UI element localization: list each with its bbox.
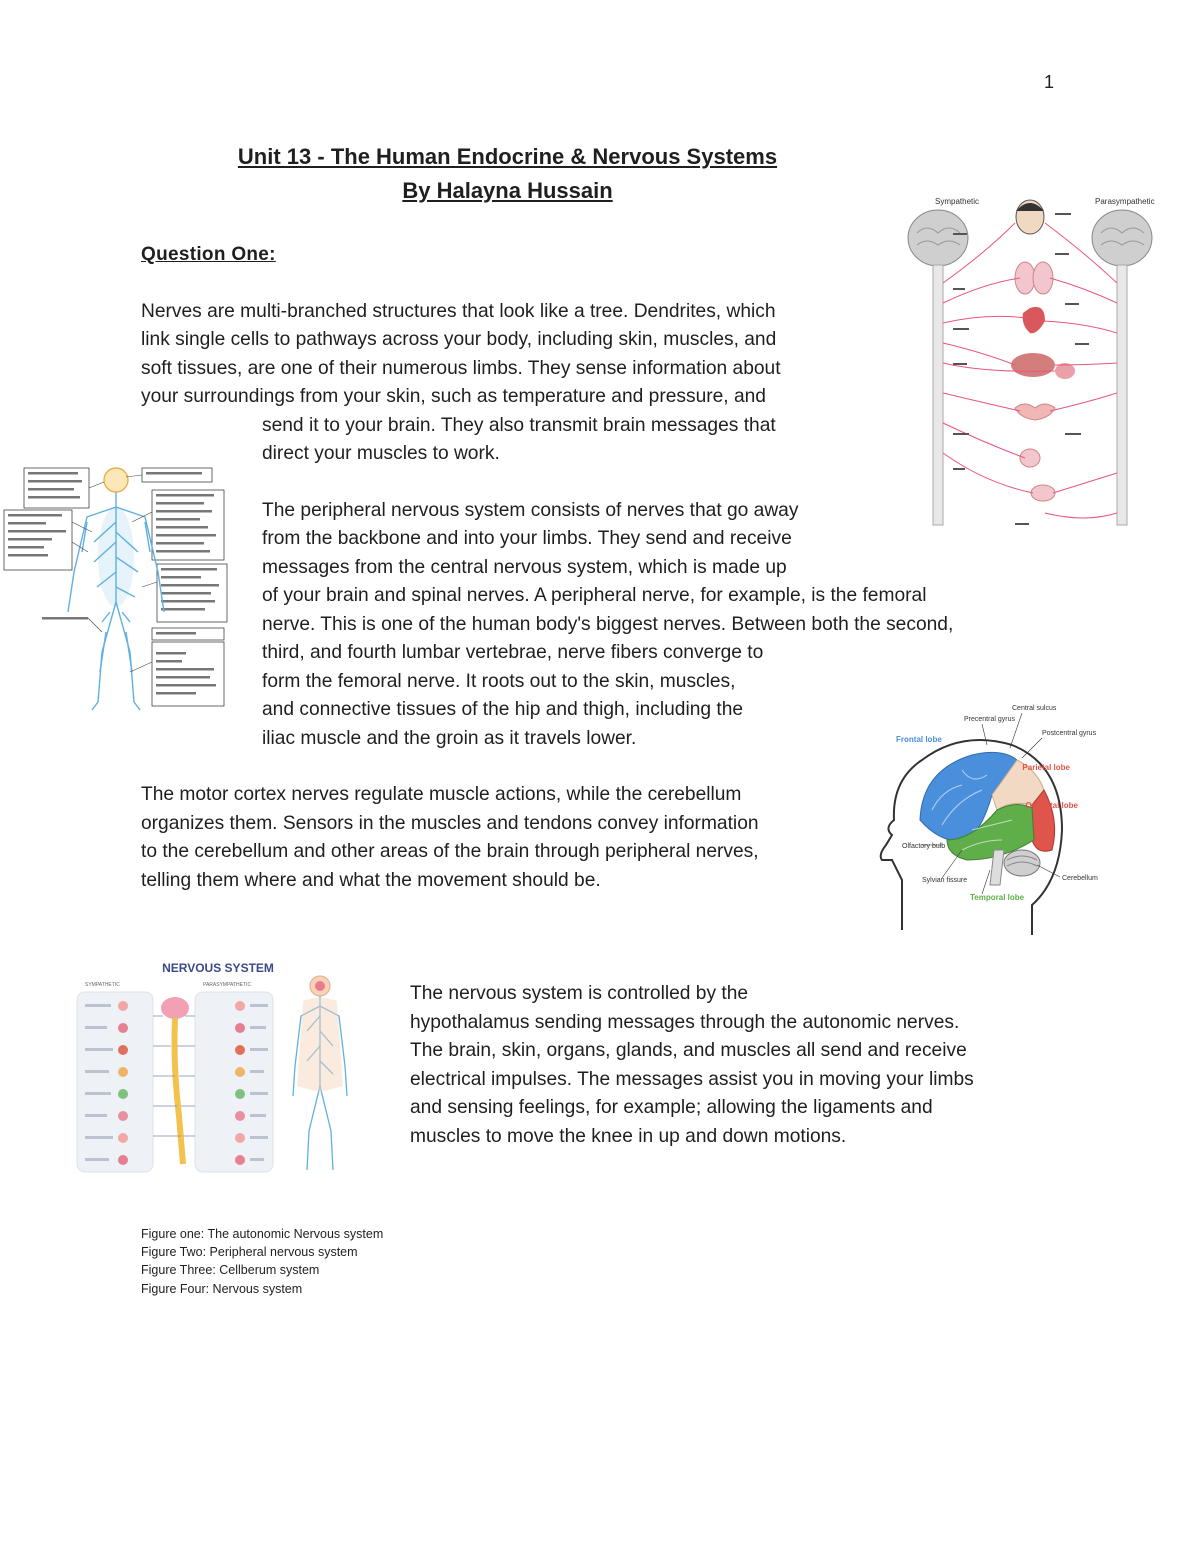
paragraph3-line: The motor cortex nerves regulate muscle actions, while the cerebellum bbox=[141, 784, 742, 805]
paragraph4-line: The nervous system is controlled by the bbox=[410, 983, 749, 1004]
paragraph2-line: from the backbone and into your limbs. They send and receive bbox=[262, 528, 792, 549]
paragraph2-line: third, and fourth lumbar vertebrae, nerve fibers converge to bbox=[262, 642, 764, 663]
paragraph4-line: hypothalamus sending messages through the autonomic nerves. bbox=[410, 1012, 960, 1033]
paragraph2-line: messages from the central nervous system, which is made up bbox=[262, 557, 787, 578]
frontal-lobe-label: Frontal lobe bbox=[896, 735, 942, 744]
postcentral-gyrus-label: Postcentral gyrus bbox=[1042, 730, 1097, 737]
autonomic-nervous-system-figure bbox=[905, 193, 1155, 538]
page-number: 1 bbox=[1044, 72, 1055, 92]
temporal-lobe-label: Temporal lobe bbox=[970, 893, 1025, 902]
figure-caption: Figure one: The autonomic Nervous system bbox=[141, 1227, 384, 1241]
paragraph4-line: and sensing feelings, for example; allowing the ligaments and bbox=[410, 1097, 933, 1118]
paragraph4-line: muscles to move the knee in up and down motions. bbox=[410, 1126, 847, 1147]
paragraph1-line: link single cells to pathways across your body, including skin, muscles, and bbox=[141, 329, 777, 350]
paragraph1-line: direct your muscles to work. bbox=[262, 443, 500, 464]
paragraph1-line: your surroundings from your skin, such as temperature and pressure, and bbox=[141, 386, 766, 407]
central-sulcus-label: Central sulcus bbox=[1012, 705, 1057, 712]
sympathetic-label: Sympathetic bbox=[935, 197, 980, 206]
parasympathetic-panel-label: PARASYMPATHETIC bbox=[203, 982, 252, 988]
peripheral-nervous-system-figure bbox=[2, 462, 227, 717]
olfactory-bulb-label: Olfactory bulb bbox=[902, 843, 946, 850]
paragraph2-line: and connective tissues of the hip and thigh, including the bbox=[262, 699, 744, 720]
paragraph2-line: nerve. This is one of the human body's biggest nerves. Between both the second, bbox=[262, 614, 954, 635]
document-author: By Halayna Hussain bbox=[402, 178, 613, 203]
paragraph3-line: to the cerebellum and other areas of the brain through peripheral nerves, bbox=[141, 841, 759, 862]
paragraph1-line: soft tissues, are one of their numerous limbs. They sense information about bbox=[141, 358, 781, 379]
paragraph2-line: of your brain and spinal nerves. A peripheral nerve, for example, is the femoral bbox=[262, 585, 927, 606]
cerebellum-label: Cerebellum bbox=[1062, 875, 1098, 882]
paragraph2-line: iliac muscle and the groin as it travels lower. bbox=[262, 728, 637, 749]
figure-caption: Figure Three: Cellberum system bbox=[141, 1263, 320, 1277]
cerebellum-brain-figure bbox=[872, 700, 1098, 955]
sylvian-fissure-label: Sylvian fissure bbox=[922, 877, 968, 884]
parietal-lobe-label: Parietal lobe bbox=[1022, 763, 1070, 772]
figure-caption: Figure Two: Peripheral nervous system bbox=[141, 1245, 358, 1259]
question-heading: Question One: bbox=[141, 244, 276, 265]
paragraph2-line: form the femoral nerve. It roots out to the skin, muscles, bbox=[262, 671, 736, 692]
paragraph4-line: The brain, skin, organs, glands, and muscles all send and receive bbox=[410, 1040, 967, 1061]
paragraph1-line: send it to your brain. They also transmit brain messages that bbox=[262, 415, 776, 436]
paragraph2-line: The peripheral nervous system consists of nerves that go away bbox=[262, 500, 799, 521]
document-title: Unit 13 - The Human Endocrine & Nervous Systems bbox=[237, 144, 778, 169]
paragraph1-line: Nerves are multi-branched structures that look like a tree. Dendrites, which bbox=[141, 301, 776, 322]
sympathetic-panel-label: SYMPATHETIC bbox=[85, 982, 120, 988]
nervous-system-infographic-figure bbox=[75, 956, 365, 1178]
parasympathetic-label: Parasympathetic bbox=[1095, 197, 1155, 206]
paragraph3-line: telling them where and what the movement should be. bbox=[141, 870, 601, 891]
infographic-title: NERVOUS SYSTEM bbox=[162, 961, 274, 975]
figure-caption: Figure Four: Nervous system bbox=[141, 1282, 303, 1296]
paragraph4-line: electrical impulses. The messages assist you in moving your limbs bbox=[410, 1069, 974, 1090]
occipital-lobe-label: Occipital lobe bbox=[1025, 801, 1078, 810]
precentral-gyrus-label: Precentral gyrus bbox=[964, 716, 1015, 723]
paragraph3-line: organizes them. Sensors in the muscles and tendons convey information bbox=[141, 813, 759, 834]
